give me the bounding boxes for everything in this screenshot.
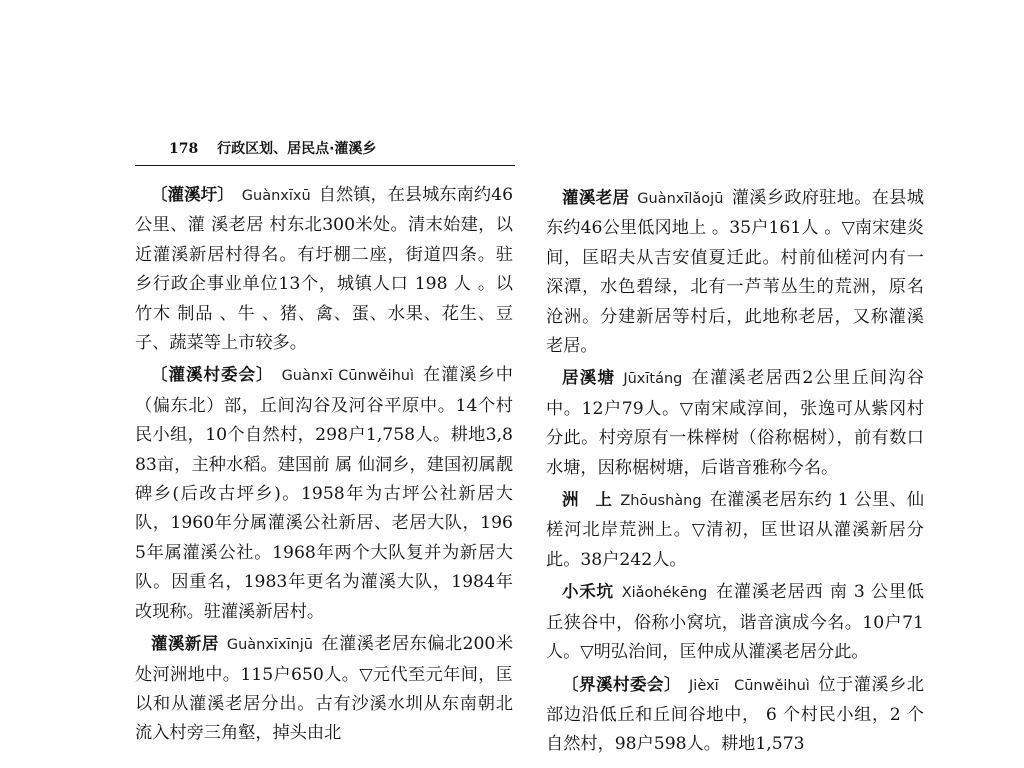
entry-xiaohekeng [546,577,924,667]
entry-title: 灌溪老居 [562,188,630,207]
entry-jiexi-village-committee [546,670,924,760]
entry-pinyin: Guànxīlǎojū [637,191,724,207]
entry-text: 位于灌溪乡北部边沿低丘和丘间谷地中， 6 个村民小组，2 个自然村，98户598人。耕地1,573 [546,674,924,755]
right-column [546,183,924,762]
section-title: 行政区划、居民点·灌溪乡 [217,141,377,157]
header-divider [135,165,515,166]
entry-juxitang [546,363,924,483]
page-number: 178 [169,141,199,157]
entry-pinyin: Guànxī Cūnwěihuì [281,368,415,385]
entry-text: 在灌溪老居西2公里丘间沟谷中。12户79人。▽南宋咸淳间，张逸可从紫冈村分此。村旁原有一株榉树（俗称椐树），前有数口水塘，因称椐树塘，后谐音雅称今名。 [546,368,925,478]
left-column [135,180,513,751]
entry-guanxi-xinju [135,629,513,749]
entry-guanxi-xu [135,180,513,358]
entry-zhoushang [546,485,924,575]
entry-guanxi-village-committee [135,360,513,627]
entry-text: 在灌溪老居东约 1 公里、仙槎河北岸荒洲上。▽清初，匡世诏从灌溪新居分此。38户242人。 [546,490,925,570]
entry-title: 居溪塘 [562,368,616,388]
entry-title: 灌溪新居 [151,634,219,654]
entry-text: 自然镇，在县城东南约46公里、灌 溪老居 村东北300米处。清末始建，以近灌溪新居村得名。有圩棚二座，街道四条。驻乡行政企事业单位13个，城镇人口 198 人 。以竹木 制品 、牛 、猪、禽、蛋、水果、花生、豆子、蔬菜等上市较多。 [135,185,514,354]
entry-title: 〔灌溪村委会〕 [151,365,274,385]
entry-title: 〔灌溪圩〕 [151,185,234,204]
entry-text: 在灌溪老居西 南 3 公里低丘狭谷中，俗称小窝坑，谐音演成今名。10户71人。▽明弘治间，匡仲成从灌溪老居分此。 [546,582,924,663]
entry-pinyin: Guànxīxū [241,188,311,204]
entry-title: 〔界溪村委会〕 [562,674,682,694]
entry-pinyin: Zhōushàng [620,493,702,510]
entry-title: 小禾坑 [562,582,614,602]
entry-guanxi-laoju [546,183,924,361]
entry-text: 灌溪乡政府驻地。在县城东约46公里低冈地上 。35户161人 。▽南宋建炎间，匡昭夫从吉安值夏迁此。村前仙槎河内有一深潭，水色碧绿，北有一芦苇丛生的荒洲，原名沧洲。分建新居等村后，此地称老居，又称灌溪老居。 [546,188,924,357]
entry-pinyin: Xiǎohékēng [621,585,708,602]
entry-pinyin: Jièxī Cūnwěihuì [689,677,810,694]
entry-text: 在灌溪乡中（偏东北）部，丘间沟谷及河谷平原中。14个村民小组，10个自然村，298户1,758人。耕地3,883亩，主种水稻。建国前 属 仙洞乡，建国初属靓碑乡(后改古坪乡)。1958年为古坪公社新居大队，1960年分属灌溪公社新居、老居大队，1965年属灌溪公社。1968年两个大队复并为新居大队。因重名，1983年更名为灌溪大队，1984年改现称。驻灌溪新居村。 [135,365,513,622]
entry-pinyin: Guànxīxīnjū [226,637,313,654]
entry-text: 在灌溪老居东偏北200米处河洲地中。115户650人。▽元代至元年间，匡以和从灌溪老居分出。古有沙溪水圳从东南朝北流入村旁三角壑，掉头由北 [135,634,514,744]
entry-title: 洲 上 [562,490,613,510]
running-header [135,138,515,164]
entry-pinyin: Jūxītáng [623,371,683,388]
